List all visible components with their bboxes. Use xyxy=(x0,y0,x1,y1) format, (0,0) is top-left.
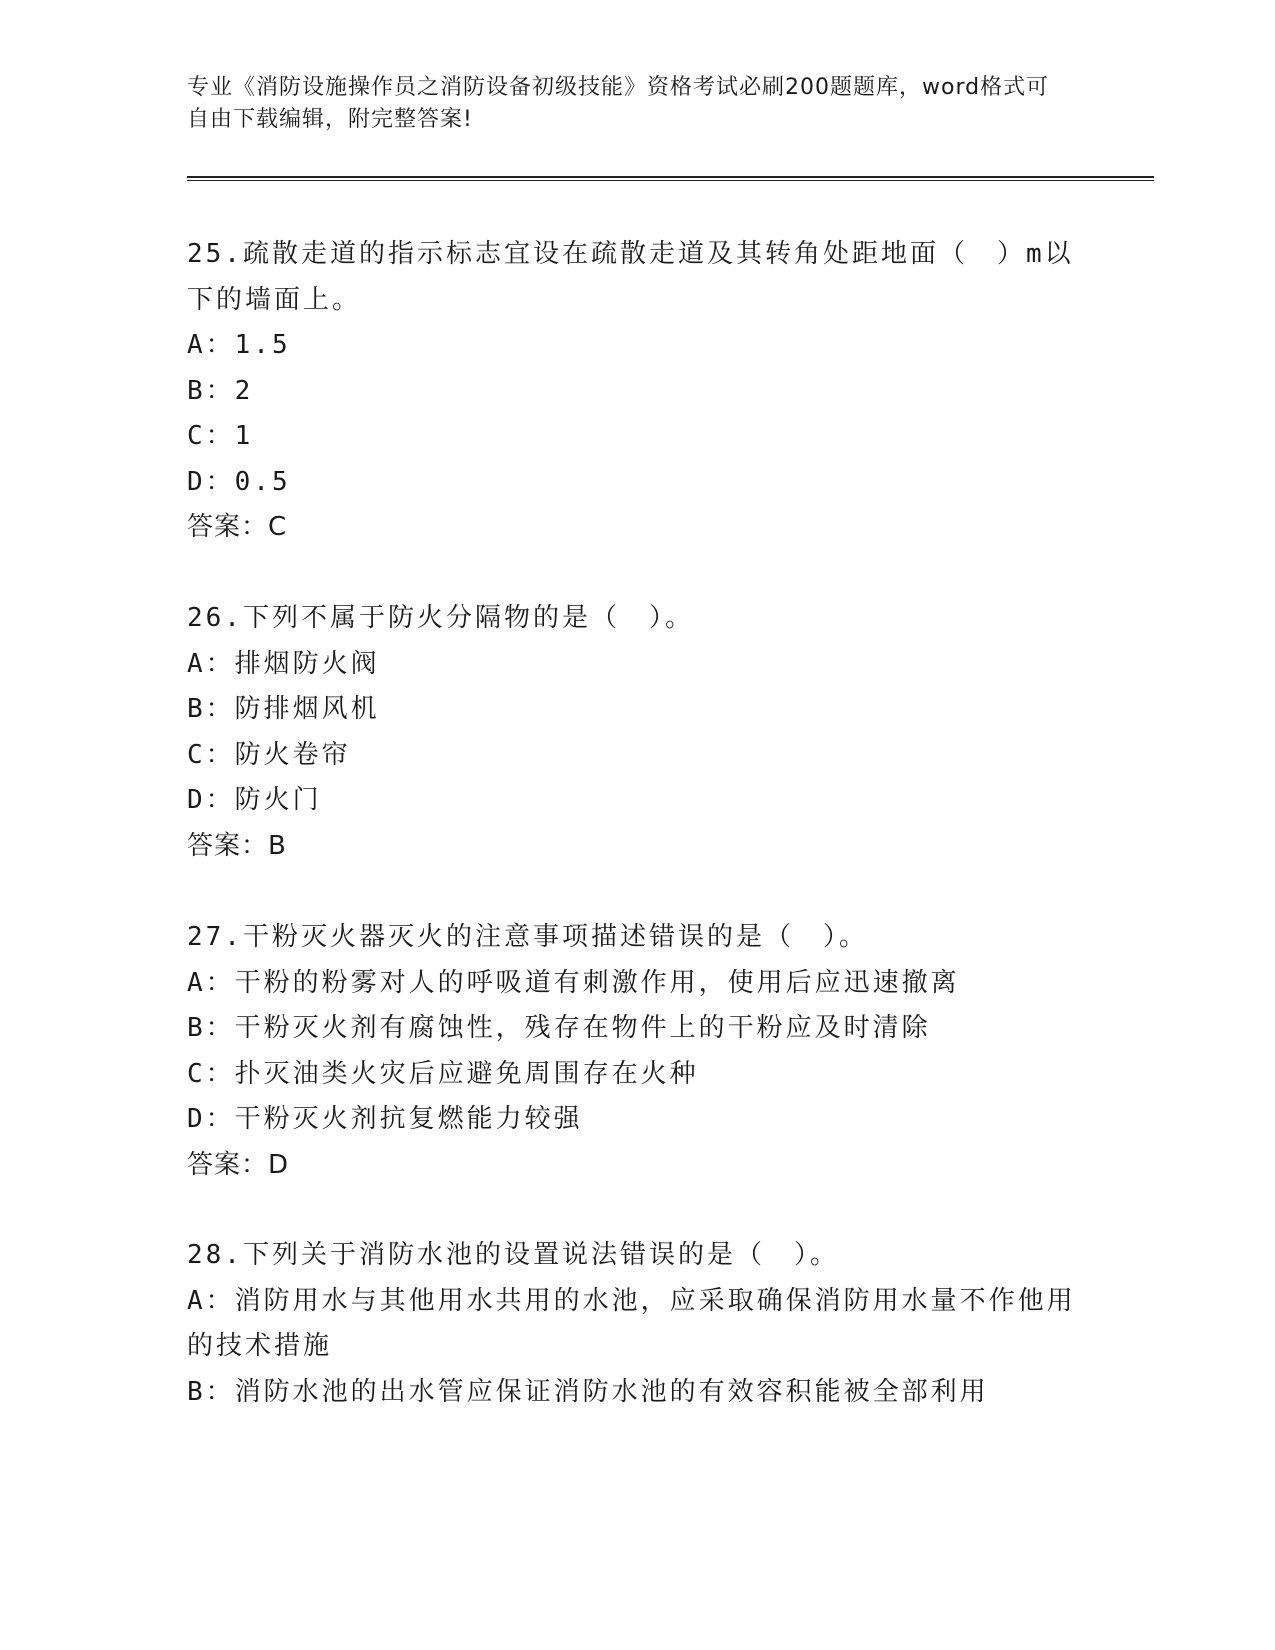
question-28 xyxy=(187,1233,1087,1415)
option-a: A：排烟防火阀 xyxy=(187,648,380,679)
option-d: D：0.5 xyxy=(187,466,291,497)
question-25 xyxy=(187,232,1087,551)
question-stem: 28.下列关于消防水池的设置说法错误的是（ ）。 xyxy=(187,1240,839,1270)
question-26 xyxy=(187,596,1087,869)
option-a: A：消防用水与其他用水共用的水池，应采取确保消防用水量不作他用的技术措施 xyxy=(187,1285,1076,1361)
question-27 xyxy=(187,915,1087,1188)
header-divider xyxy=(187,176,1154,181)
option-c: C：1 xyxy=(187,421,254,451)
question-stem: 25.疏散走道的指示标志宜设在疏散走道及其转角处距地面（ ）m以下的墙面上。 xyxy=(187,239,1074,315)
question-stem: 26.下列不属于防火分隔物的是（ ）。 xyxy=(187,603,694,633)
option-d: D：干粉灭火剂抗复燃能力较强 xyxy=(187,1104,583,1134)
option-c: C：防火卷帘 xyxy=(187,739,351,770)
answer-label: 答案：B xyxy=(187,830,287,861)
option-d: D：防火门 xyxy=(187,785,322,815)
option-b: B：防排烟风机 xyxy=(187,694,380,724)
question-stem: 27.干粉灭火器灭火的注意事项描述错误的是（ ）。 xyxy=(187,922,868,952)
option-a: A：1.5 xyxy=(187,330,291,360)
option-b: B：2 xyxy=(187,375,254,406)
option-b: B：消防水池的出水管应保证消防水池的有效容积能被全部利用 xyxy=(187,1376,989,1407)
option-b: B：干粉灭火剂有腐蚀性，残存在物件上的干粉应及时清除 xyxy=(187,1013,931,1043)
document-header: 专业《消防设施操作员之消防设备初级技能》资格考试必刷200题题库，word格式可自由下载编辑，附完整答案! xyxy=(187,75,1050,132)
answer-label: 答案：C xyxy=(187,512,288,542)
option-c: C：扑灭油类火灾后应避免周围存在火种 xyxy=(187,1058,699,1089)
answer-label: 答案：D xyxy=(187,1149,290,1180)
option-a: A：干粉的粉雾对人的呼吸道有刺激作用，使用后应迅速撤离 xyxy=(187,967,960,998)
